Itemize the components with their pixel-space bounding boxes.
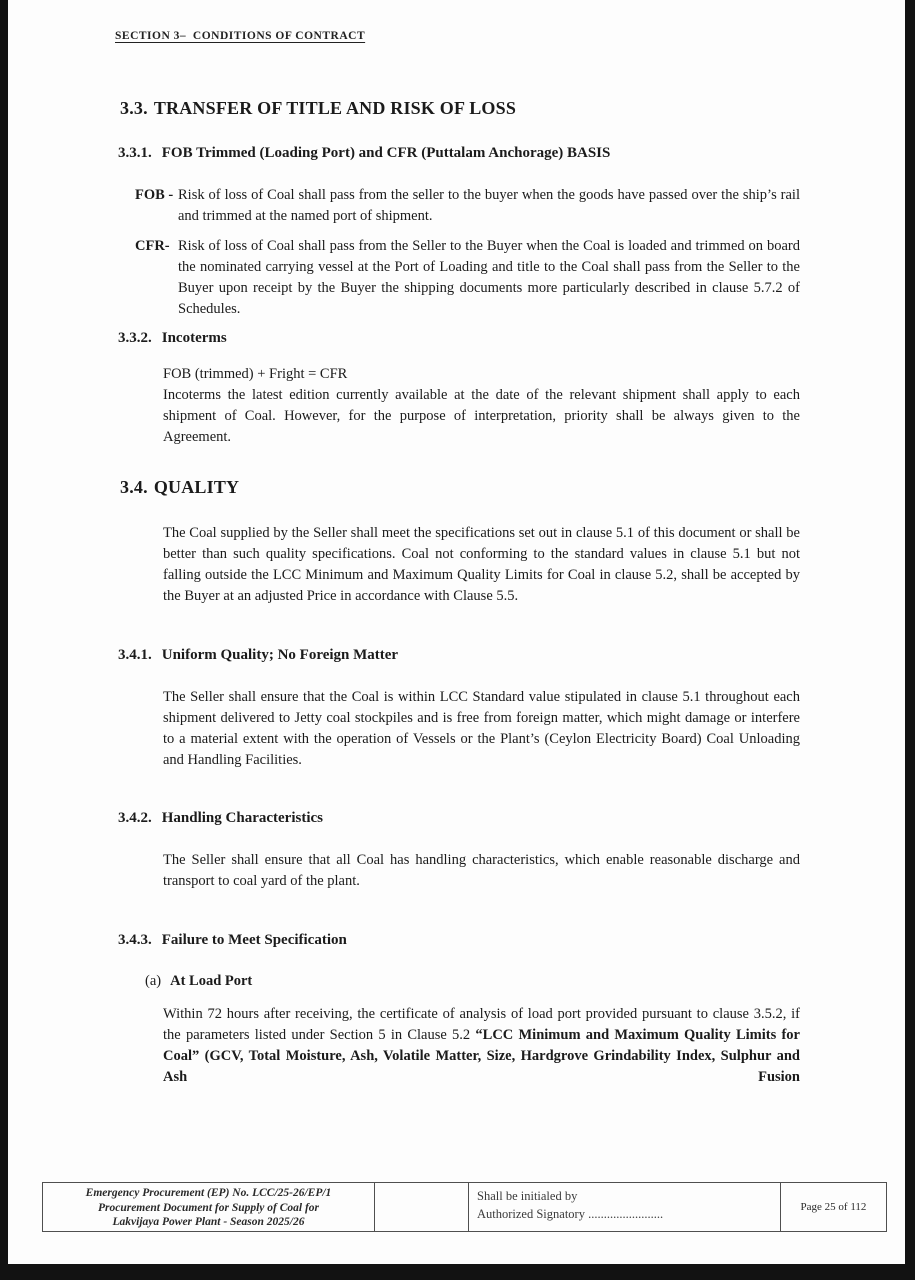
quality-intro-paragraph: The Coal supplied by the Seller shall meet the specifications set out in clause 5.1 of this document or shall be better than such quality specifications. Coal not conforming to the standard values in clause 5.1 but not falling outside the LCC Minimum and Maximum Quality Limits for Coal in clause 5.2, shall be accepted by the Buyer at an adjusted Price in accordance with Clause 5.5. [163, 525, 800, 604]
footer-page-number-cell [780, 1182, 887, 1232]
handling-paragraph: The Seller shall ensure that all Coal has handling characteristics, which enable reasonable discharge and transport to coal yard of the plant. [163, 852, 800, 889]
cfr-text: Risk of loss of Coal shall pass from the Seller to the Buyer when the Coal is loaded and trimmed on board the nominated carrying vessel at the Port of Loading and title to the Coal shall pass from the Seller to the Buyer upon receipt by the Buyer the shipping documents more particularly described in clause 5.7.2 of Schedules. [178, 238, 800, 317]
heading-3-4-3-number: 3.4.3. [118, 932, 152, 948]
footer-table [42, 1182, 887, 1232]
fob-text: Risk of loss of Coal shall pass from the seller to the buyer when the goods have passed over the ship’s rail and trimmed at the named port of shipment. [178, 187, 800, 224]
heading-3-3-number: 3.3. [120, 98, 148, 118]
subclause-a-title: At Load Port [170, 973, 253, 989]
footer-doc-line2: Procurement Document for Supply of Coal for [97, 1201, 320, 1214]
footer-doc-line3: Lakvijaya Power Plant - Season 2025/26 [112, 1216, 305, 1229]
heading-3-4-1 [118, 647, 800, 664]
cfr-clause [135, 236, 800, 320]
footer-doc-line1: Emergency Procurement (EP) No. LCC/25-26/EP/1 [85, 1187, 332, 1199]
heading-3-4-title: QUALITY [153, 477, 240, 497]
heading-3-4-2-number: 3.4.2. [118, 810, 152, 826]
heading-3-4 [120, 477, 800, 498]
page-content [8, 0, 905, 1088]
fob-clause [135, 185, 800, 227]
uniform-quality-paragraph: The Seller shall ensure that the Coal is within LCC Standard value stipulated in clause 5.1 throughout each shipment delivered to Jetty coal stockpiles and is free from foreign matter, which might damage or interfere to a material extent with the operation of Vessels or the Plant’s (Ceylon Electricity Board) Coal Unloading and Handling Facilities. [163, 689, 800, 768]
incoterms-paragraph: Incoterms the latest edition currently available at the date of the relevant shipment shall apply to each shipment of Coal. However, for the purpose of interpretation, priority shall be always given to the Agreement. [163, 387, 800, 445]
footer-initial-line1: Shall be initialed by [477, 1189, 578, 1203]
heading-3-4-3-title: Failure to Meet Specification [161, 932, 347, 948]
heading-3-4-2-title: Handling Characteristics [161, 810, 323, 826]
heading-3-4-3 [118, 932, 800, 949]
heading-3-3-2-number: 3.3.2. [118, 330, 152, 346]
subclause-a-heading [145, 973, 800, 990]
heading-3-3-1 [118, 145, 800, 162]
heading-3-3-2 [118, 330, 800, 347]
cfr-label: CFR- [135, 238, 170, 254]
heading-3-3-title: TRANSFER OF TITLE AND RISK OF LOSS [153, 98, 517, 118]
heading-3-3-1-title: FOB Trimmed (Loading Port) and CFR (Puttalam Anchorage) BASIS [161, 145, 611, 161]
fob-label: FOB - [135, 187, 174, 203]
load-port-paragraph-bold: “LCC Minimum and Maximum Quality Limits for Coal” (GCV, Total Moisture, Ash, Volatile Matter, Size, Hardgrove Grindability Index, Sulphur and Ash Fusion [163, 1027, 800, 1085]
heading-3-3-1-number: 3.3.1. [118, 145, 152, 161]
section-header: SECTION 3– CONDITIONS OF CONTRACT [115, 30, 366, 42]
heading-3-3-2-title: Incoterms [161, 330, 227, 346]
document-page [8, 0, 905, 1264]
page-number: Page 25 of 112 [800, 1201, 867, 1213]
footer-document-title-cell [42, 1182, 375, 1232]
footer-initial-line2: Authorized Signatory ........................ [477, 1207, 664, 1221]
load-port-paragraph-normal: Within 72 hours after receiving, the certificate of analysis of load port provided pursuant to clause 3.5.2, if the parameters listed under Section 5 in Clause 5.2 [163, 1006, 800, 1043]
load-port-paragraph [163, 1004, 800, 1088]
heading-3-4-2 [118, 810, 800, 827]
subclause-a-label: (a) [145, 973, 162, 989]
heading-3-4-1-number: 3.4.1. [118, 647, 152, 663]
heading-3-4-1-title: Uniform Quality; No Foreign Matter [161, 647, 399, 663]
incoterms-formula: FOB (trimmed) + Fright = CFR [163, 366, 348, 382]
heading-3-4-number: 3.4. [120, 477, 148, 497]
footer-initial-cell [468, 1182, 781, 1232]
footer-empty-cell [374, 1182, 469, 1232]
heading-3-3 [120, 98, 800, 119]
